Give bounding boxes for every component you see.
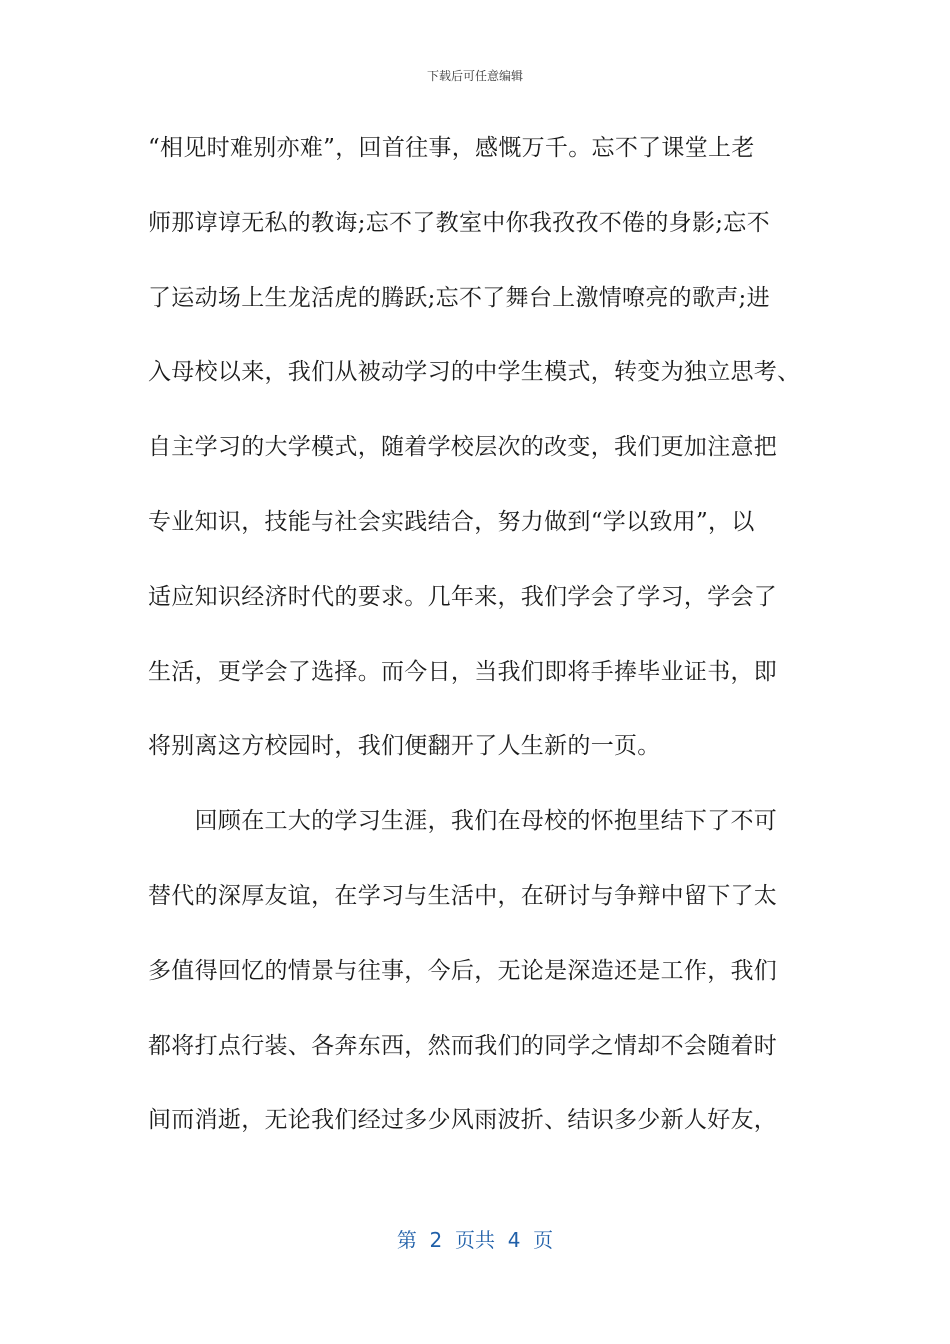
page-number-footer: 第 2 页共 4 页 bbox=[396, 1228, 554, 1252]
text-line: 入母校以来，我们从被动学习的中学生模式，转变为独立思考、 bbox=[148, 359, 801, 386]
text-line: 间而消逝，无论我们经过多少风雨波折、结识多少新人好友， bbox=[148, 1107, 778, 1134]
text-line: 自主学习的大学模式，随着学校层次的改变，我们更加注意把 bbox=[148, 434, 778, 461]
document-body bbox=[148, 118, 808, 1165]
text-line: 师那谆谆无私的教诲;忘不了教室中你我孜孜不倦的身影;忘不 bbox=[148, 209, 770, 236]
page-header: 下载后可任意编辑 bbox=[426, 69, 523, 83]
text-line: 专业知识，技能与社会实践结合，努力做到“学以致用”，以 bbox=[148, 508, 755, 535]
text-line: 都将打点行装、各奔东西，然而我们的同学之情却不会随着时 bbox=[148, 1032, 778, 1059]
text-line: “相见时难别亦难”，回首往事，感慨万千。忘不了课堂上老 bbox=[148, 135, 755, 161]
text-line: 生活，更学会了选择。而今日，当我们即将手捧毕业证书，即 bbox=[148, 658, 778, 685]
text-line: 了运动场上生龙活虎的腾跃;忘不了舞台上激情嘹亮的歌声;进 bbox=[148, 284, 770, 311]
text-line: 将别离这方校园时，我们便翻开了人生新的一页。 bbox=[148, 733, 661, 760]
text-line: 回顾在工大的学习生涯，我们在母校的怀抱里结下了不可 bbox=[148, 808, 778, 835]
text-line: 替代的深厚友谊，在学习与生活中，在研讨与争辩中留下了太 bbox=[148, 882, 778, 909]
text-line: 适应知识经济时代的要求。几年来，我们学会了学习，学会了 bbox=[148, 583, 778, 610]
text-line: 多值得回忆的情景与往事，今后，无论是深造还是工作，我们 bbox=[148, 957, 778, 984]
